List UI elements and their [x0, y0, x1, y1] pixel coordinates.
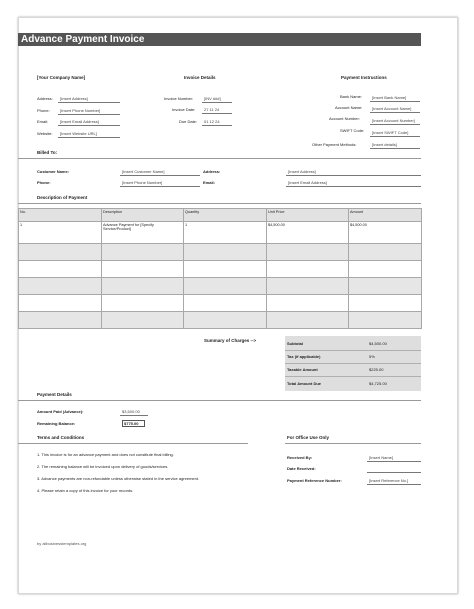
amount-paid-field[interactable]: $3,500.00 [122, 409, 140, 414]
customer-address-underline [286, 175, 421, 176]
office-use-header: For Office Use Only [287, 435, 330, 440]
summary-label: Summary of Charges --> [204, 338, 257, 343]
table-row [19, 261, 422, 278]
description-header: Description of Payment [37, 195, 88, 200]
bank-name-label: Bank Name: [340, 94, 363, 99]
table-cell[interactable] [102, 295, 184, 312]
payment-reference-underline [367, 484, 421, 485]
invoice-number-label: Invoice Number: [164, 96, 194, 101]
swift-code-underline [370, 136, 420, 137]
remaining-balance-field[interactable]: $775.00 [122, 420, 145, 427]
bank-name-field[interactable]: [Insert Bank Name] [372, 95, 407, 100]
table-cell[interactable] [102, 278, 184, 295]
terms-item: 2. The remaining balance will be invoiced upon delivery of goods/services. [37, 464, 169, 469]
tax-value: 5% [369, 354, 375, 359]
received-by-underline [367, 461, 421, 462]
table-row [19, 244, 422, 261]
table-cell[interactable]: $4,500.00 [267, 222, 349, 244]
company-email-label: Email: [37, 119, 49, 124]
table-cell[interactable] [19, 244, 102, 261]
account-number-field[interactable]: [Insert Account Number] [372, 118, 415, 123]
table-row [19, 222, 422, 244]
customer-phone-field[interactable]: [Insert Phone Number] [122, 180, 163, 185]
terms-item: 4. Please retain a copy of this invoice for your records. [37, 488, 134, 493]
payment-instructions-header: Payment Instructions [341, 75, 387, 80]
column-header-unit-price: Unit Price [267, 209, 349, 222]
table-cell[interactable] [184, 312, 267, 329]
table-cell[interactable] [184, 278, 267, 295]
account-number-label: Account Number: [329, 116, 360, 121]
table-row [19, 312, 422, 329]
summary-box [285, 336, 421, 391]
other-methods-label: Other Payment Methods: [312, 142, 357, 147]
table-row [19, 295, 422, 312]
table-cell[interactable] [267, 261, 349, 278]
description-divider [18, 203, 421, 204]
invoice-date-field[interactable]: 27 11 24 [204, 107, 220, 112]
taxable-amount-label: Taxable Amount [287, 367, 318, 372]
terms-divider [18, 443, 248, 444]
table-cell[interactable] [102, 244, 184, 261]
column-header-no: No. [19, 209, 102, 222]
account-name-label: Account Name: [335, 105, 363, 110]
invoice-number-field[interactable]: [INV ###] [204, 96, 221, 101]
table-cell[interactable]: Advance Payment for [Specify Service/Product] [102, 222, 184, 244]
amount-paid-underline [120, 415, 148, 416]
footer-text: by allbusinesstemplates.org [37, 541, 87, 546]
invoice-number-underline [202, 102, 232, 103]
payment-details-header: Payment Details [37, 392, 72, 397]
taxable-amount-value: $225.00 [369, 367, 384, 372]
account-name-underline [370, 112, 420, 113]
date-received-field[interactable] [367, 472, 421, 473]
terms-item: 3. Advance payments are non-refundable unless otherwise stated in the service agreement. [37, 476, 200, 481]
payment-reference-field[interactable]: [Insert Reference No.] [369, 478, 409, 483]
table-cell[interactable] [349, 261, 422, 278]
customer-address-field[interactable]: [Insert Address] [288, 169, 316, 174]
terms-header: Terms and Conditions [37, 435, 85, 440]
company-phone-field[interactable]: [Insert Phone Number] [60, 108, 101, 113]
customer-name-field[interactable]: [Insert Customer Name] [122, 169, 165, 174]
table-cell[interactable] [267, 244, 349, 261]
customer-email-field[interactable]: [Insert Email Address] [288, 180, 327, 185]
table-cell[interactable] [19, 312, 102, 329]
total-due-value: $4,725.00 [369, 381, 387, 386]
customer-email-underline [286, 186, 421, 187]
customer-name-label: Customer Name: [37, 169, 70, 174]
table-cell[interactable] [102, 312, 184, 329]
date-received-label: Date Received: [287, 466, 316, 471]
table-cell[interactable] [184, 261, 267, 278]
table-cell[interactable] [349, 244, 422, 261]
summary-row-divider [285, 363, 421, 364]
customer-name-underline [120, 175, 200, 176]
bank-name-underline [370, 101, 420, 102]
table-cell[interactable] [267, 312, 349, 329]
company-phone-underline [58, 114, 120, 115]
company-website-field[interactable]: [Insert Website URL] [60, 131, 97, 136]
company-address-label: Address: [37, 96, 53, 101]
other-methods-underline [370, 148, 420, 149]
column-header-quantity: Quantity [184, 209, 267, 222]
company-name: [Your Company Name] [37, 75, 86, 80]
table-row [19, 278, 422, 295]
table-cell[interactable] [267, 295, 349, 312]
invoice-date-label: Invoice Date: [172, 107, 196, 112]
payment-details-divider [18, 400, 421, 401]
subtotal-label: Subtotal [287, 341, 303, 346]
tax-label: Tax (if applicable) [287, 354, 321, 359]
table-cell[interactable] [102, 261, 184, 278]
received-by-field[interactable]: [Insert Name] [369, 455, 394, 460]
table-header-row [19, 209, 422, 222]
table-cell[interactable]: $4,500.00 [349, 222, 422, 244]
company-website-underline [58, 137, 120, 138]
summary-row-divider [285, 350, 421, 351]
payment-reference-label: Payment Reference Number: [287, 478, 342, 483]
page-title: Advance Payment Invoice [21, 34, 145, 45]
table-cell[interactable] [19, 295, 102, 312]
table-cell[interactable] [267, 278, 349, 295]
table-cell[interactable] [349, 278, 422, 295]
due-date-underline [202, 125, 232, 126]
table-cell[interactable]: 1 [19, 222, 102, 244]
office-use-divider [285, 443, 421, 444]
title-bar [18, 33, 421, 46]
customer-address-label: Address: [203, 169, 221, 174]
due-date-field[interactable]: 01 12 24 [204, 119, 220, 124]
column-header-description: Description [102, 209, 184, 222]
company-address-field[interactable]: [Insert Address] [60, 96, 88, 101]
table-cell[interactable]: 1 [184, 222, 267, 244]
billed-to-divider [18, 158, 421, 159]
table-cell[interactable] [19, 278, 102, 295]
swift-code-label: SWIFT Code: [340, 128, 365, 133]
customer-phone-underline [120, 186, 200, 187]
table-cell[interactable] [349, 312, 422, 329]
subtotal-value: $4,500.00 [369, 341, 387, 346]
summary-row-divider [285, 376, 421, 377]
company-address-underline [58, 102, 120, 103]
account-number-underline [370, 124, 420, 125]
swift-code-field[interactable]: [Insert SWIFT Code] [372, 130, 409, 135]
customer-email-label: Email: [203, 180, 216, 185]
column-header-amount: Amount [349, 209, 422, 222]
account-name-field[interactable]: [Insert Account Name] [372, 106, 412, 111]
due-date-label: Due Date: [179, 119, 198, 124]
remaining-balance-label: Remaining Balance: [37, 421, 76, 426]
table-cell[interactable] [184, 295, 267, 312]
table-cell[interactable] [184, 244, 267, 261]
company-website-label: Website: [37, 131, 53, 136]
company-phone-label: Phone: [37, 108, 50, 113]
amount-paid-label: Amount Paid (Advance): [37, 409, 84, 414]
table-cell[interactable] [349, 295, 422, 312]
received-by-label: Received By: [287, 455, 313, 460]
customer-phone-label: Phone: [37, 180, 51, 185]
terms-item: 1. This invoice is for an advance payment and does not constitute final billing. [37, 452, 174, 457]
other-methods-field[interactable]: [Insert details] [372, 142, 397, 147]
invoice-details-header: Invoice Details [184, 75, 216, 80]
company-email-field[interactable]: [Insert Email Address] [60, 119, 99, 124]
invoice-date-underline [202, 113, 232, 114]
items-table [18, 208, 422, 329]
table-cell[interactable] [19, 261, 102, 278]
company-email-underline [58, 125, 120, 126]
billed-to-header: Billed To: [37, 150, 58, 155]
total-due-label: Total Amount Due [287, 381, 321, 386]
